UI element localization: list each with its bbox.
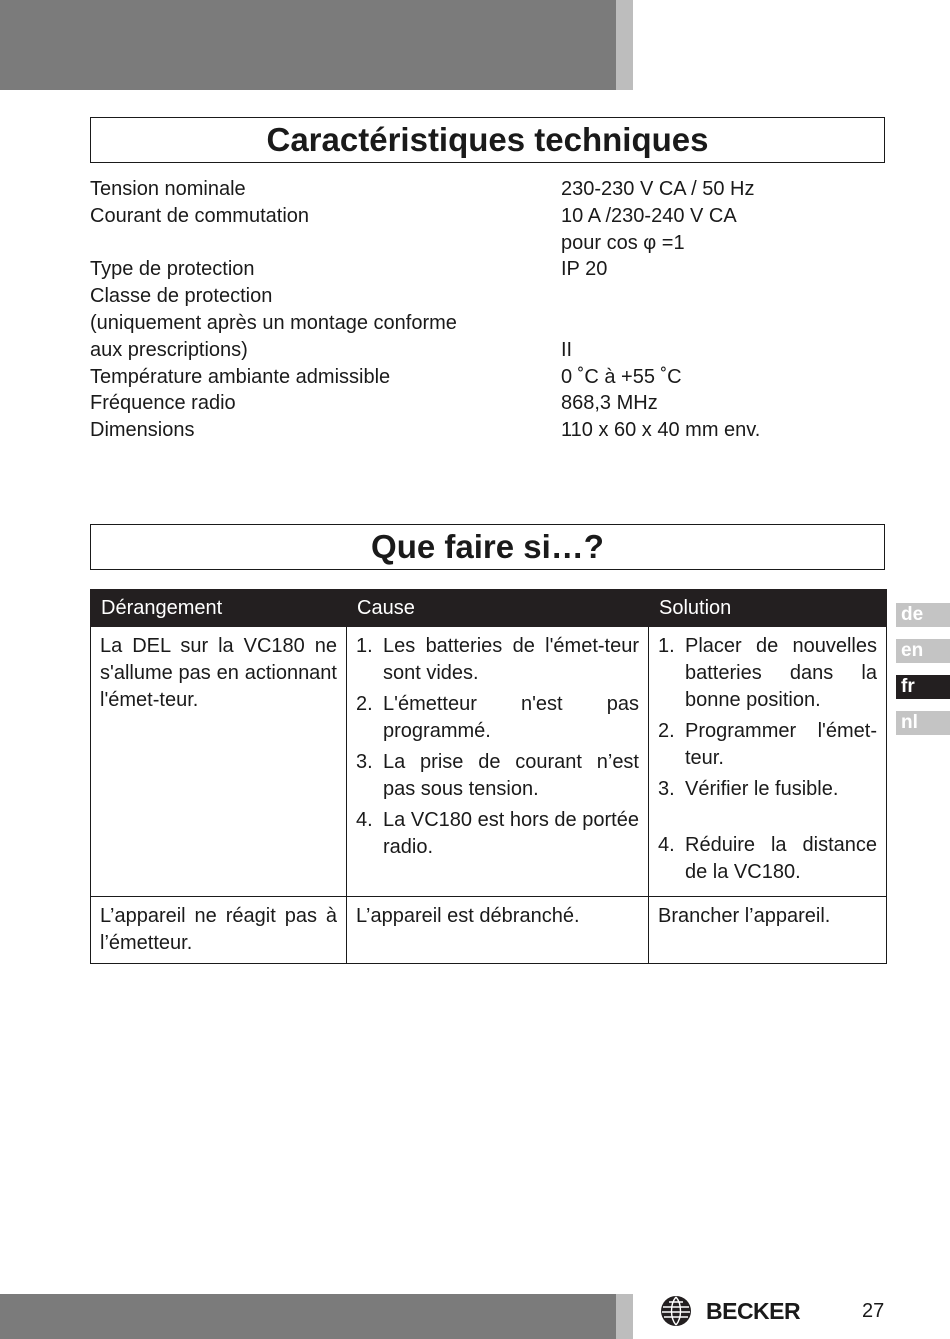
spec-value: II — [561, 338, 573, 361]
spec-label: Tension nominale — [90, 178, 246, 200]
list-item: 2. L'émetteur n'est pas programmé. — [356, 693, 639, 742]
specs-list — [90, 176, 885, 444]
solution-cell — [649, 627, 887, 897]
spec-value: pour cos φ =1 — [561, 231, 685, 254]
language-tab-nl[interactable]: nl — [896, 711, 950, 735]
spec-row — [90, 283, 885, 310]
becker-logo — [660, 1294, 800, 1328]
spec-value — [561, 310, 885, 337]
list-item: 2. Programmer l'émet-teur. — [658, 720, 877, 769]
spec-label: Classe de protection — [90, 285, 273, 308]
language-tab-de[interactable]: de — [896, 603, 950, 627]
spec-row — [90, 417, 885, 444]
globe-icon — [660, 1295, 692, 1327]
table-header-row — [91, 590, 887, 627]
header-cause: Cause — [347, 590, 649, 627]
specs-title: Caractéristiques techniques — [90, 117, 885, 163]
table-row — [91, 627, 887, 897]
solution-list — [658, 633, 877, 886]
list-item: 1. Placer de nouvelles batteries dans la bonne position. — [658, 635, 877, 711]
spec-label: Type de protection — [90, 258, 255, 281]
spec-value: 0 ˚C à +55 ˚C — [561, 365, 682, 388]
spec-label: Fréquence radio — [90, 392, 236, 415]
list-item: 3. Vérifier le fusible. — [658, 778, 839, 800]
spec-row — [90, 230, 885, 257]
spec-row — [90, 364, 885, 391]
spec-value: 110 x 60 x 40 mm env. — [561, 419, 761, 442]
bottom-decorative-bar — [0, 1294, 616, 1339]
spec-value: 868,3 MHz — [561, 392, 658, 415]
list-item: 4. Réduire la distance de la VC180. — [658, 834, 877, 883]
spec-value — [561, 283, 885, 310]
spec-row — [90, 256, 885, 283]
troubleshooting-table — [90, 589, 887, 964]
spec-row — [90, 176, 885, 203]
problem-cell: L’appareil ne réagit pas à l’émetteur. — [91, 897, 347, 964]
cause-list — [356, 633, 639, 861]
top-decorative-bar-edge — [616, 0, 633, 90]
spec-value: 10 A /230-240 V CA — [561, 204, 737, 227]
spec-label: (uniquement après un montage conforme — [90, 311, 457, 334]
problem-cell: La DEL sur la VC180 ne s'allume pas en actionnant l'émet-teur. — [91, 627, 347, 897]
language-tab-fr[interactable]: fr — [896, 675, 950, 699]
spec-row — [90, 390, 885, 417]
solution-cell: Brancher l’appareil. — [649, 897, 887, 964]
top-decorative-bar — [0, 0, 616, 90]
spec-label: Courant de commutation — [90, 204, 310, 227]
troubleshooting-title: Que faire si…? — [90, 524, 885, 570]
spec-label: Dimensions — [90, 419, 195, 442]
header-solution: Solution — [649, 590, 887, 627]
list-item: 4. La VC180 est hors de portée radio. — [356, 809, 639, 858]
spec-label — [90, 230, 561, 257]
header-problem: Dérangement — [91, 590, 347, 627]
language-tabs — [896, 603, 950, 747]
spec-row — [90, 337, 885, 364]
bottom-decorative-bar-edge — [616, 1294, 633, 1339]
spec-label: Température ambiante admissible — [90, 365, 391, 388]
table-row — [91, 897, 887, 964]
spec-value: IP 20 — [561, 258, 608, 281]
page-number: 27 — [862, 1300, 885, 1322]
language-tab-en[interactable]: en — [896, 639, 950, 663]
list-item: 1. Les batteries de l'émet-teur sont vides. — [356, 635, 639, 684]
cause-cell: L’appareil est débranché. — [347, 897, 649, 964]
list-item: 3. La prise de courant n’est pas sous tension. — [356, 751, 639, 800]
brand-name: BECKER — [706, 1297, 801, 1324]
spec-value: 230-230 V CA / 50 Hz — [561, 178, 755, 200]
spec-row — [90, 310, 885, 337]
cause-cell — [347, 627, 649, 897]
spec-row — [90, 203, 885, 230]
spec-label: aux prescriptions) — [90, 338, 248, 361]
